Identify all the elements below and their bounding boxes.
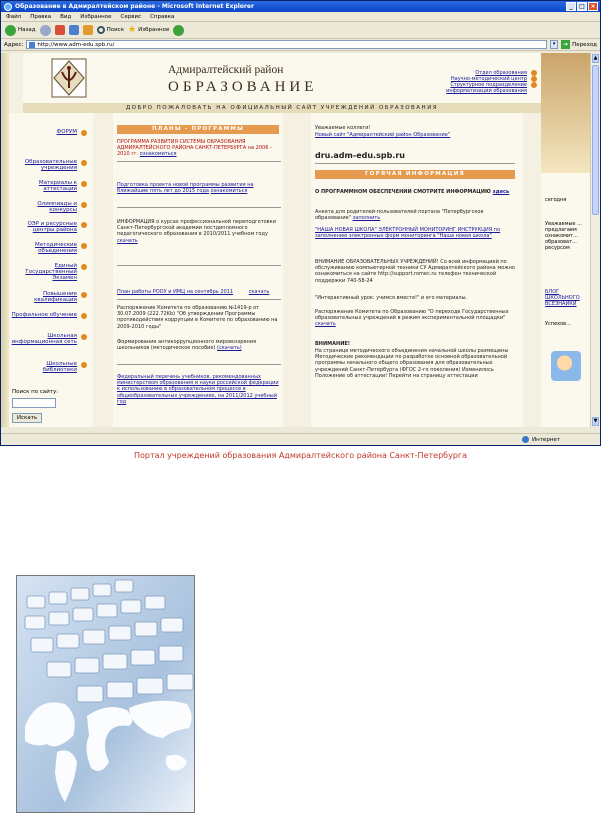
maximize-button[interactable]: □ — [577, 2, 587, 11]
plans-header: ПЛАНЫ - ПРОГРАММЫ — [117, 125, 279, 134]
palace-image — [541, 53, 591, 173]
menu-edit[interactable]: Правка — [30, 14, 52, 20]
go-arrow-icon: ➔ — [563, 41, 569, 48]
today-label: сегодня — [545, 197, 567, 203]
nav-institutions[interactable]: Образовательные учреждения — [11, 159, 87, 171]
nav-libraries[interactable]: Школьные библиотеки — [11, 361, 87, 373]
web-page — [1, 53, 591, 427]
divider — [117, 299, 281, 300]
welcome-banner: ДОБРО ПОЖАЛОВАТЬ НА ОФИЦИАЛЬНЫЙ САЙТ УЧРЕЖДЕНИЙ ОБРАЗОВАНИЯ — [23, 103, 541, 113]
vseznaika-banner[interactable] — [551, 351, 581, 381]
plans-item-2: Подготовка проекта новой программы развития на ближайшие пять лет до 2015 года ознакомиться — [117, 182, 254, 195]
hot-item-3[interactable]: "НАША НОВАЯ ШКОЛА" ЭЛЕКТРОННЫЙ МОНИТОРИНГ ИНСТРУКЦИЯ по заполнению электронных форм мониторинга "Наша новая школа" — [315, 227, 501, 240]
greeting: Уважаемые коллеги! — [315, 125, 371, 131]
sidebar-notice: Уважаемые ... предлагаем ознакомит... образоват... ресурсом — [545, 221, 582, 251]
nav-profile-training[interactable]: Профильное обучение — [11, 312, 87, 318]
hot-item-7: На странице методического объединения начальной школы размещены Методические рекомендации по разработке основной образовательной программы начального общего образования для образовательных учреждений Санкт-Петербурга (ФГОС 2-го поколения) Изменилось Положение об аттестации! Перейти на страницу аттестации — [315, 348, 509, 379]
ie-logo-icon — [4, 3, 12, 11]
vertical-scrollbar[interactable] — [590, 53, 600, 427]
window-title: Образование в Адмиралтейском районе - Microsoft Internet Explorer — [15, 3, 254, 10]
left-decoration — [1, 53, 9, 427]
forward-button[interactable] — [40, 25, 51, 36]
hot-item-7-title: ВНИМАНИЕ! — [315, 341, 351, 347]
home-button[interactable] — [83, 25, 93, 35]
back-button[interactable]: Назад — [5, 25, 36, 36]
stop-button[interactable] — [55, 25, 65, 35]
nav-school-network[interactable]: Школьная информационная сеть — [11, 333, 87, 345]
status-zone: Интернет — [532, 436, 560, 443]
go-button[interactable]: ➔ Переход — [563, 41, 597, 48]
menu-tools[interactable]: Сервис — [120, 14, 142, 20]
plans-item-1: ПРОГРАММА РАЗВИТИЯ СИСТЕМЫ ОБРАЗОВАНИЯ АДМИРАЛТЕЙСКОГО РАЙОНА САНКТ-ПЕТЕРБУРГА на 2006 - 2010 гг. ознакомиться — [117, 139, 272, 158]
header-links — [427, 70, 537, 94]
plans-item-2-link[interactable]: ознакомиться — [210, 188, 248, 195]
hot-info-header: ГОРЯЧАЯ ИНФОРМАЦИЯ — [315, 170, 515, 179]
plans-item-6: Формирование антикоррупционного мировоззрения школьников (методическое пособие) (скачать) — [117, 339, 257, 352]
header-link-education-dept[interactable]: Отдел образования — [427, 70, 537, 76]
search-label: Поиск по сайту: — [12, 389, 59, 395]
globe-icon — [522, 436, 529, 443]
header-link-informatization[interactable]: Структурное подразделение информатизации образования — [427, 82, 537, 94]
site-title: ОБРАЗОВАНИЕ — [168, 79, 318, 95]
plans-item-1-link[interactable]: ознакомиться — [139, 151, 177, 158]
address-dropdown[interactable]: ▾ — [550, 40, 558, 49]
blog-link[interactable]: БЛОГ ШКОЛЬНОГО ВСЕЗНАЙКИ — [545, 289, 580, 307]
hot-item-6: Распоряжение Комитета по Образованию "О переходе Государственных образовательных учреждений в режим экспериментальной площадки" скачать — [315, 309, 509, 328]
nav-methodical[interactable]: Методические объединения — [11, 242, 87, 254]
menu-view[interactable]: Вид — [60, 14, 72, 20]
nav-forum[interactable]: ФОРУМ — [11, 129, 87, 135]
plans-item-6-link[interactable]: (скачать) — [217, 345, 242, 352]
address-bar — [1, 39, 600, 51]
plans-column — [113, 113, 283, 427]
right-sidebar — [541, 173, 591, 427]
divider — [117, 207, 281, 208]
site-header — [23, 53, 541, 103]
nav-resource-centers[interactable]: ОЭР и ресурсные центры района — [11, 221, 87, 233]
screenshot-caption: Портал учреждений образования Адмиралтейского района Санкт-Петербурга — [133, 451, 468, 460]
news-column — [311, 113, 523, 427]
nav-exam[interactable]: Единый Государственный Экзамен — [11, 263, 87, 281]
plans-item-4: План работы РООУ и ИМЦ на сентябрь 2011 скачать — [117, 289, 270, 295]
close-button[interactable]: × — [588, 2, 598, 11]
success-text: Успехов... — [545, 321, 571, 327]
menu-favorites[interactable]: Избранное — [80, 14, 112, 20]
hot-item-5: "Интерактивный урок: учимся вместе!" и его материалы. — [315, 295, 468, 301]
hot-item-6-link[interactable]: скачать — [315, 321, 336, 328]
scroll-down-arrow-icon[interactable]: ▼ — [593, 418, 598, 424]
plans-item-5: Распоряжение Комитета по образованию №1419-р от 30.07.2009 (222.72Kb) "Об утверждении Программы противодействия коррупции в Комитете по образованию на 2009-2010 годы" — [117, 305, 278, 330]
page-icon — [29, 42, 35, 48]
site-search-button[interactable]: Искать — [12, 413, 42, 423]
divider — [315, 163, 515, 164]
keyboard-world-map-image — [16, 575, 195, 813]
plans-item-7[interactable]: Федеральный перечень учебников, рекомендованных министерством образования и науки российской федерации к использованию в образовательном процессе в общеобразовательных учреждениях, на 2011/2012 учебный год — [117, 374, 279, 405]
scroll-up-arrow-icon[interactable]: ▲ — [593, 55, 598, 61]
minimize-button[interactable]: _ — [566, 2, 576, 11]
page-viewport — [1, 53, 591, 427]
scroll-thumb[interactable] — [592, 65, 599, 215]
nav-olympiads[interactable]: Олимпиады и конкурсы — [11, 201, 87, 213]
refresh-button[interactable] — [69, 25, 79, 35]
hot-item-2: Анкета для родителей-пользователей портала "Петербургское образование" заполнить — [315, 209, 484, 222]
address-label: Адрес: — [4, 41, 24, 48]
title-bar — [1, 1, 600, 12]
back-arrow-icon — [5, 25, 16, 36]
header-link-methodical-center[interactable]: Научно-методический центр — [427, 76, 537, 82]
site-subtitle: Адмиралтейский район — [168, 64, 284, 76]
hot-item-4: ВНИМАНИЕ ОБРАЗОВАТЕЛЬНЫХ УЧРЕЖДЕНИЙ! Со всей информацией по обслуживанию компьютерной техники СУ Адмиралтейского района можно ознакомиться на сайте http://support.romec.ru телефон технической поддержки 740-58-24 — [315, 259, 515, 284]
search-button[interactable]: Поиск — [97, 26, 124, 34]
district-emblem-icon — [51, 58, 87, 98]
menu-help[interactable]: Справка — [150, 14, 175, 20]
star-icon: ★ — [128, 24, 137, 35]
plans-item-3: ИНФОРМАЦИЯ о курсах профессиональной переподготовки Санкт-Петербургской академии постдипломного педагогического образования в 2010/2011 учебном году скачать — [117, 219, 276, 244]
menu-file[interactable]: Файл — [6, 14, 22, 20]
status-bar — [1, 433, 600, 445]
divider — [117, 265, 281, 266]
new-site-link[interactable]: Новый сайт "Адмиралтейский район Образование" — [315, 132, 451, 138]
address-input[interactable]: http://www.adm-edu.spb.ru/ — [26, 40, 547, 49]
favorites-button[interactable]: ★ Избранное — [128, 24, 170, 35]
divider — [117, 364, 281, 365]
left-navigation — [9, 113, 93, 427]
media-button[interactable] — [173, 25, 184, 36]
divider — [117, 161, 281, 162]
nav-qualification[interactable]: Повышение квалификации — [11, 291, 87, 303]
search-icon — [97, 26, 105, 34]
plans-item-3-link[interactable]: скачать — [117, 237, 138, 244]
keyboard-map-illustration — [17, 576, 195, 813]
site-search-input[interactable] — [12, 398, 56, 408]
nav-attestation[interactable]: Материалы к аттестации — [11, 180, 87, 192]
hot-item-2-link[interactable]: заполнить — [352, 215, 381, 222]
new-site-domain: dru.adm-edu.spb.ru — [315, 151, 405, 160]
hot-item-1-link[interactable]: здесь — [492, 189, 510, 195]
toolbar — [1, 22, 600, 39]
menu-bar — [1, 12, 600, 22]
plans-item-4-link[interactable]: скачать — [248, 289, 270, 295]
hot-item-1: О ПРОГРАММНОМ ОБЕСПЕЧЕНИИ СМОТРИТЕ ИНФОРМАЦИЮ здесь — [315, 189, 510, 195]
